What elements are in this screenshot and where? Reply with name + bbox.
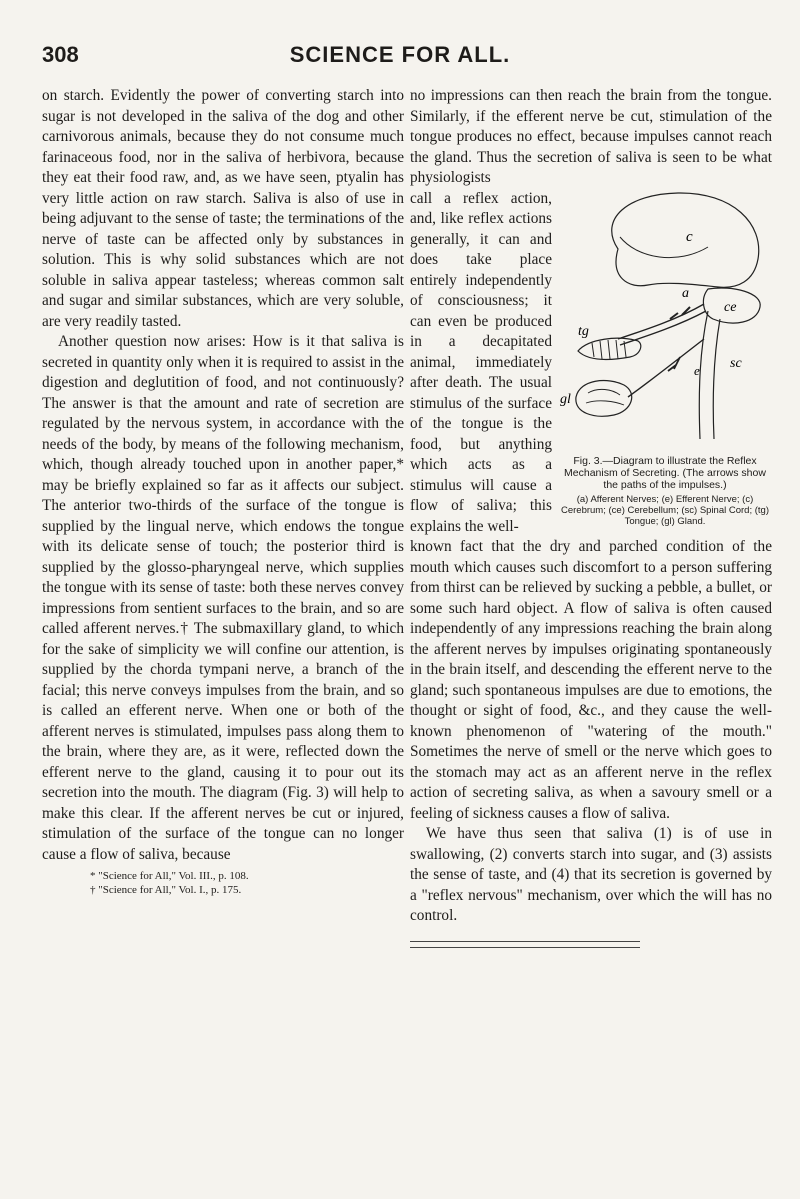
label-tg: tg bbox=[578, 323, 589, 339]
cerebrum-fold bbox=[620, 237, 708, 258]
label-c: c bbox=[686, 228, 693, 245]
label-gl: gl bbox=[560, 391, 571, 407]
right-paragraph-1-top: no impressions can then reach the brain from the tongue. Similarly, if the efferent nerve be cut, stimulation of the tongue produces no effect, because impulses cannot reach the gland. Thus the secretion of saliva is seen to be what physiologists bbox=[410, 87, 772, 186]
label-a: a bbox=[682, 285, 689, 301]
figure-3 bbox=[558, 189, 772, 528]
figure-key: (a) Afferent Nerves; (e) Efferent Nerve; (c) Cerebrum; (ce) Cerebellum; (sc) Spinal Cord; (tg) Tongue; (gl) Gland. bbox=[560, 494, 769, 527]
label-e: e bbox=[694, 362, 700, 378]
right-column bbox=[410, 86, 772, 927]
left-paragraph-2: Another question now arises: How is it that saliva is secreted in quantity only when it is required to assist in the digestion and deglutition of food, and not continuously? The answer is that the amount and rate of secretion are regulated by the nervous system, in accordance with the needs of the body, by means of the following mechanism, which, though already touched upon in another paper,* may be briefly explained so far as it affects our subject. The anterior two-thirds of the surface of the tongue is supplied by the lingual nerve, which endows the tongue with its delicate sense of touch; the posterior third is supplied by the glosso-pharyngeal nerve, which supplies the tongue with its sense of taste: both these nerves convey impressions from sentient surfaces to the brain, and so are called afferent nerves.† The submaxillary gland, to which for the sake of simplicity we will confine our attention, is supplied by the chorda tympani nerve, a branch of the facial; this nerve conveys impulses from the brain, and so is called an efferent nerve. When one or both of the afferent nerves is stimulated, impulses pass along them to the brain, where they are, as it were, reflected down the efferent nerve to the gland, causing it to pour out its secretion into the mouth. The diagram (Fig. 3) will help to make this clear. If the afferent nerves be cut or injured, stimulation of the surface of the tongue can no longer cause a flow of saliva, because bbox=[42, 333, 404, 863]
gland-shape bbox=[576, 380, 632, 416]
running-title: SCIENCE FOR ALL. bbox=[289, 42, 511, 67]
footnote-1: * "Science for All," Vol. III., p. 108. bbox=[90, 870, 249, 882]
left-column bbox=[42, 86, 404, 897]
left-paragraph-1: on starch. Evidently the power of converting starch into sugar is not developed in the saliva of the dog and other carnivorous animals, because they do not consume much farinaceous food, nor in the saliva of herbivora, because they eat their food raw, and, as we have seen, ptyalin has very little action on raw starch. Saliva is also of use in being adjuvant to the sense of taste; the terminations of the nerve of taste can be affected only by substances in solution. This is why solid substances which are not soluble in saliva appear tasteless; whereas common salt and sugar and similar substances, which are very soluble, are very readily tasted. bbox=[42, 87, 404, 330]
figure-caption: Fig. 3.—Diagram to illustrate the Reflex Mechanism of Secreting. (The arrows show the paths of the impulses.) bbox=[564, 455, 766, 491]
closing-rule-2 bbox=[410, 947, 640, 948]
efferent-nerve bbox=[628, 339, 704, 397]
page-number: 308 bbox=[42, 42, 79, 67]
footnotes bbox=[42, 869, 404, 897]
page-header bbox=[0, 22, 800, 67]
footnote-2: † "Science for All," Vol. I., p. 175. bbox=[90, 884, 242, 896]
spinal-cord bbox=[699, 311, 720, 439]
reflex-diagram bbox=[558, 189, 772, 449]
label-ce: ce bbox=[724, 299, 737, 315]
right-paragraph-1-wrap: call a reflex action, and, like reflex actions generally, it can and does take place entirely independently of consciousness; it can even be produced in a decapitated animal, immediately after death. The usual stimulus of the surface of the tongue is the food, but anything which acts as a stimulus will cause a flow of saliva; this explains the well- bbox=[410, 189, 552, 535]
right-paragraph-1-rest: known fact that the dry and parched condition of the mouth which causes such discomfort to a person suffering from thirst can be relieved by sucking a pebble, a bullet, or some such hard object. A flow of saliva is often caused independently of any impressions reaching the brain along the afferent nerves by impulses originating spontaneously in the brain itself, and descending the efferent nerve to the gland; such spontaneous impulses are due to emotions, the thought or sight of food, &c., and they cause the well-known phenomenon of "watering of the mouth." Sometimes the nerve of smell or the nerve which goes to the stomach may act as an afferent nerve in the reflex action of secreting saliva, as when a savoury smell or a feeling of sickness causes a flow of saliva. bbox=[410, 538, 772, 822]
label-sc: sc bbox=[730, 355, 742, 371]
efferent-arrow bbox=[668, 357, 680, 371]
right-paragraph-2: We have thus seen that saliva (1) is of use in swallowing, (2) converts starch into sugar, and (3) assists the sense of taste, and (4) that its secretion is governed by a "reflex nervous" mechanism, over which the will has no control. bbox=[410, 825, 772, 924]
gland-lobes bbox=[586, 389, 624, 405]
closing-rule bbox=[410, 941, 640, 942]
